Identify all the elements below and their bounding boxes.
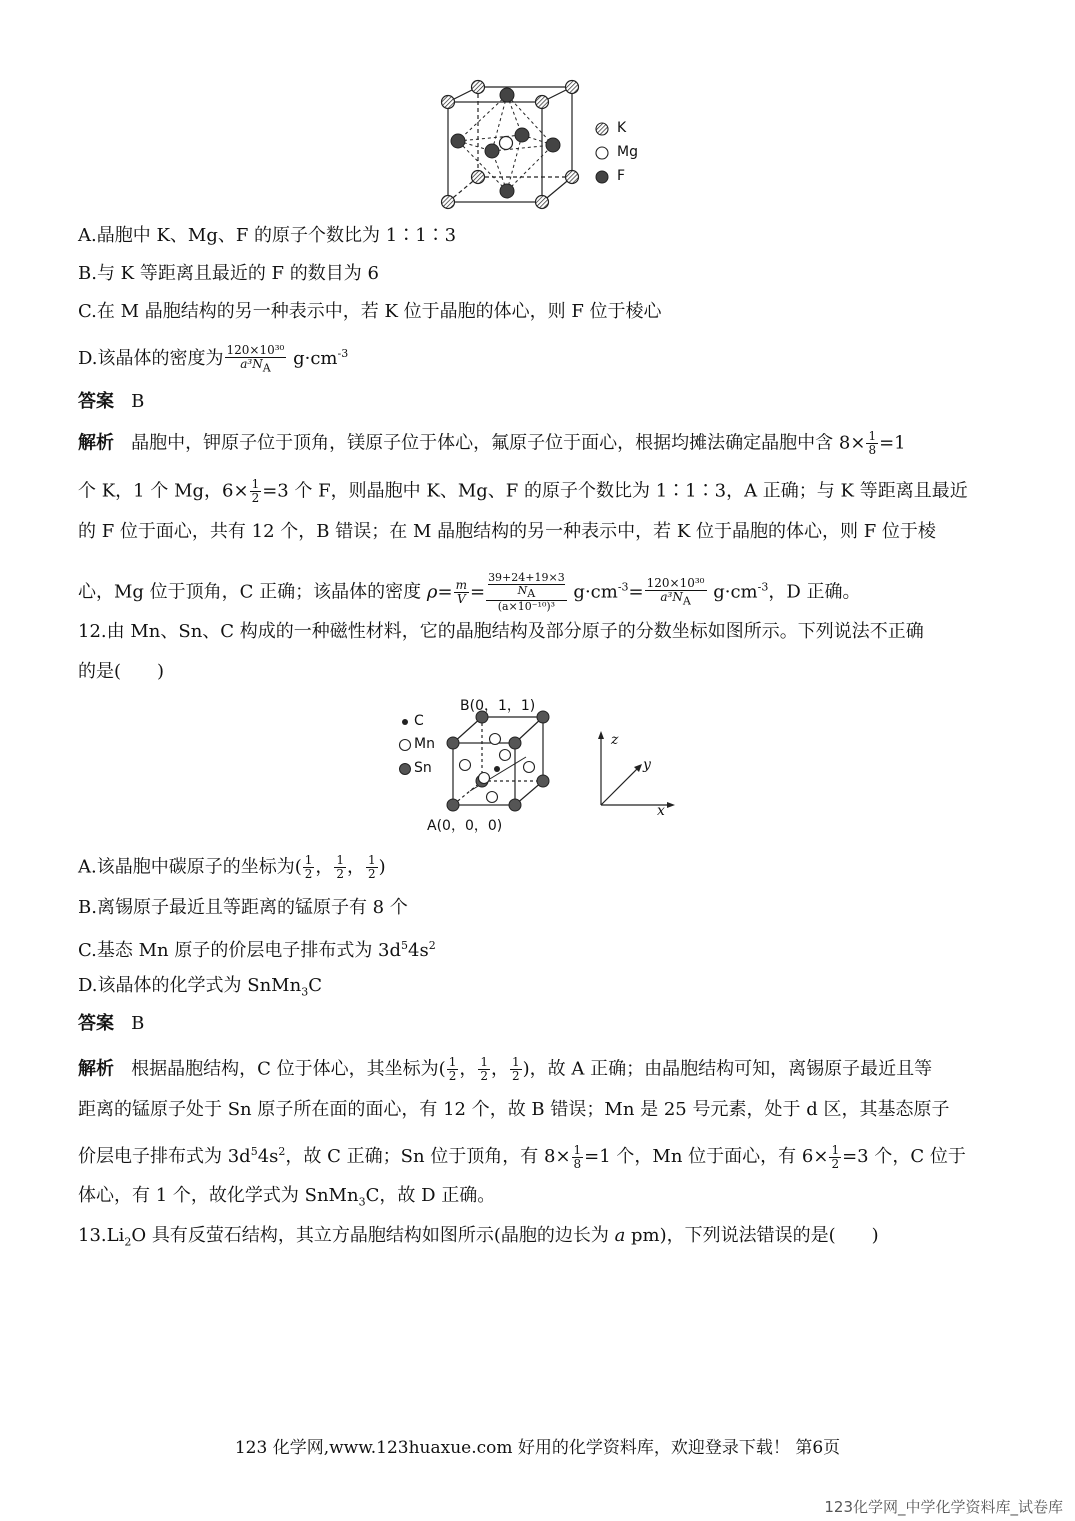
- legend-c: C: [414, 713, 424, 729]
- q12-option-b: B.离锡原子最近且等距离的锰原子有 8 个: [78, 897, 408, 918]
- axis-z-label: z: [611, 732, 619, 748]
- q11-analysis-line2: 个 K，1 个 Mg，6× $\frac{1}{2}$ =3 个 F，则晶胞中 K、Mg、F 的原子个数比为 1∶1∶3，A 正确；与 K 等距离且最近: [78, 477, 968, 505]
- legend-f: F: [617, 168, 626, 184]
- axis-x-label: x: [657, 803, 665, 819]
- label-b-coordinate: B(0，1，1): [460, 698, 536, 714]
- q11-option-b: B.与 K 等距离且最近的 F 的数目为 6: [78, 263, 379, 284]
- q12-option-a: A.该晶胞中碳原子的坐标为( $\frac{1}{2}$ ， $\frac{1}{2}$ ， $\frac{1}{2}$ ): [78, 853, 386, 881]
- axis-y-label: y: [643, 757, 651, 773]
- legend-k: K: [617, 120, 627, 136]
- q11-option-a: A.晶胞中 K、Mg、F 的原子个数比为 1∶1∶3: [78, 225, 457, 246]
- q13-stem: $13.Li_2O$ 具有反萤石结构，其立方晶胞结构如图所示(晶胞的边长为 a pm)，下列说法错误的是( ): [78, 1225, 879, 1249]
- q12-option-d: D.该晶体的化学式为 SnMn$_3$C: [78, 975, 322, 999]
- legend-mg: Mg: [617, 144, 638, 160]
- q11-option-c: C.在 M 晶胞结构的另一种表示中，若 K 位于晶胞的体心，则 F 位于棱心: [78, 301, 662, 322]
- crystal-figure-kmgf: [430, 75, 660, 215]
- crystal-figure-snmnc: [395, 695, 685, 840]
- q12-analysis-line1: 解析 根据晶胞结构，C 位于体心，其坐标为( $\frac{1}{2}$ ， $\frac{1}{2}$ ， $\frac{1}{2}$ )，故 A 正确；由晶胞结构可知，离锡原子最近且等: [78, 1055, 933, 1083]
- q12-option-c: C.基态 Mn 原子的价层电子排布式为 $3d^54s^2$: [78, 939, 436, 961]
- density-fraction: $\frac{\text{120×10³⁰}}{a^3N_A}$: [226, 342, 285, 375]
- q12-stem-line2: 的是( ): [78, 661, 165, 682]
- density-complex-fraction: 39+24+19×3 $N_A$ (a×10⁻¹⁰)³: [488, 571, 565, 614]
- page-footer: 123 化学网,www.123huaxue.com 好用的化学资料库，欢迎登录下载！ 第6页: [234, 1438, 841, 1458]
- legend-sn: Sn: [414, 760, 432, 776]
- site-watermark: 123化学网_中学化学资料库_试卷库: [824, 1498, 1063, 1516]
- q12-analysis-line2: 距离的锰原子处于 Sn 原子所在面的面心，有 12 个，故 B 错误；Mn 是 25 号元素，处于 d 区，其基态原子: [78, 1099, 950, 1120]
- q12-stem-line1: 12.由 Mn、Sn、C 构成的一种磁性材料，它的晶胞结构及部分原子的分数坐标如图所示。下列说法不正确: [78, 621, 924, 642]
- q12-analysis-line4: 体心，有 1 个，故化学式为 SnMn$_3$C，故 D 正确。: [78, 1185, 496, 1209]
- legend-mn: Mn: [414, 736, 435, 752]
- q11-answer: 答案 B: [78, 391, 145, 412]
- q11-analysis-line1: 解析 晶胞中，钾原子位于顶角，镁原子位于体心，氟原子位于面心，根据均摊法确定晶胞中含 8× $\frac{1}{8}$ =1: [78, 429, 906, 457]
- q11-analysis-line4: 心，Mg 位于顶角，C 正确；该晶体的密度 ρ= $\frac{m}{V}$ = 39+24+19×3 $N_A$ (a×10⁻¹⁰)³ $g\cdot cm^{-3}=$ $\frac{\text{120×10³⁰}}{a^3N_A}$ $g\cdot cm^{-3}$，D 正确。: [78, 571, 861, 614]
- q12-analysis-line3: 价层电子排布式为 $3d^54s^2$，故 C 正确；Sn 位于顶角，有 8× $\frac{1}{8}$ =1 个，Mn 位于面心，有 6× $\frac{1}{2}$ =3 个，C 位于: [78, 1142, 966, 1171]
- label-a-coordinate: A(0，0，0): [427, 818, 503, 834]
- q11-option-d: D.该晶体的密度为 $\frac{\text{120×10³⁰}}{a^3N_A}$ $g\cdot cm^{-3}$: [78, 342, 349, 375]
- q11-analysis-line3: 的 F 位于面心，共有 12 个，B 错误；在 M 晶胞结构的另一种表示中，若 K 位于晶胞的体心，则 F 位于棱: [78, 521, 936, 542]
- q12-answer: 答案 B: [78, 1013, 145, 1034]
